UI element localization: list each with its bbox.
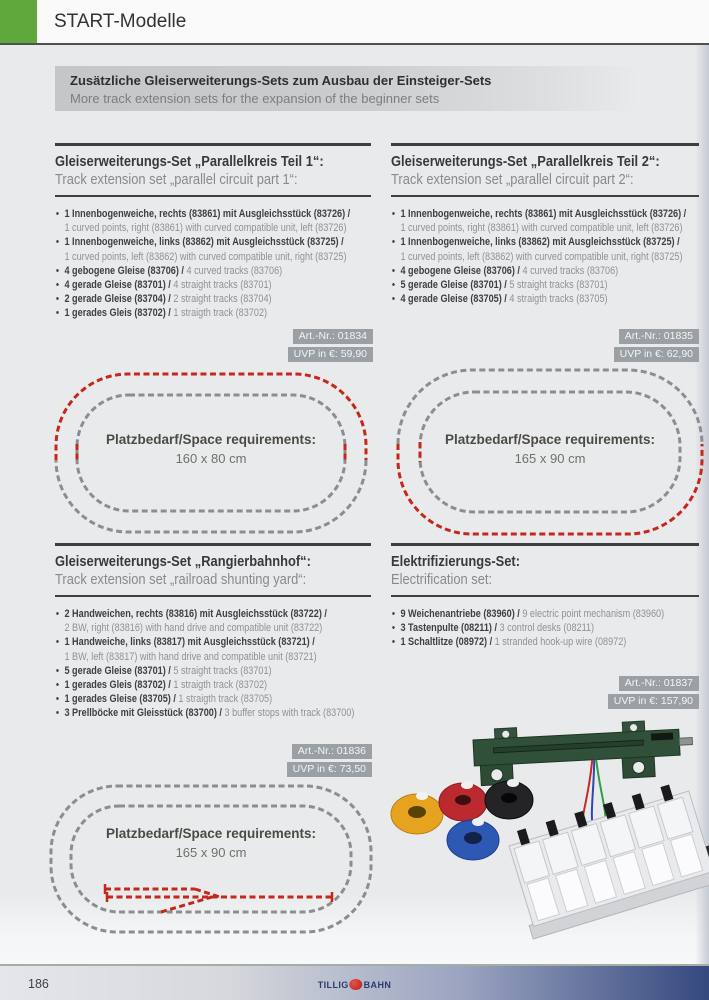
logo-text-bahn: BAHN <box>363 979 392 990</box>
bullet-icon: • <box>55 236 60 249</box>
list-item <box>55 278 327 292</box>
intro-banner-german: Zusätzliche Gleiserweiterungs-Sets zum Ausbau der Einsteiger-Sets <box>70 73 492 88</box>
list-item <box>391 235 683 263</box>
wire-coil-yellow <box>391 792 443 834</box>
item-text-german: 1 Innenbogenweiche, links (83862) mit Ausgleichsstück (83725) / <box>400 236 680 249</box>
uvp-badge: UVP in €: 62,90 <box>614 347 699 362</box>
art-nr-badge: Art.-Nr.: 01835 <box>619 329 699 344</box>
item-text-english: 1 stranded hook-up wire (08972) <box>494 636 627 649</box>
item-text-english: 1 curved points, left (83862) with curved compatible unit, right (83725) <box>400 250 683 263</box>
intro-banner <box>55 66 640 111</box>
item-text-english: 1 straigth track (83702) <box>173 679 268 692</box>
bullet-icon: • <box>391 636 396 649</box>
divider <box>55 543 371 546</box>
uvp-badge: UVP in €: 157,90 <box>608 694 699 709</box>
divider <box>55 143 371 146</box>
list-item <box>55 235 347 263</box>
section-title-german: Gleiserweiterungs-Set „Rangierbahnhof“: <box>55 553 311 570</box>
item-text-english: 1 straigth track (83702) <box>173 307 268 320</box>
bullet-icon: • <box>391 279 396 292</box>
item-text-english: 4 curved tracks (83706) <box>186 264 283 277</box>
parts-list <box>391 607 699 650</box>
item-text-german: 1 gerades Gleise (83705) / <box>64 693 176 706</box>
page-header <box>0 0 709 45</box>
art-nr-badge: Art.-Nr.: 01834 <box>293 329 373 344</box>
item-text-english: 4 straight tracks (83701) <box>173 279 272 292</box>
item-text-english: 2 straight tracks (83704) <box>173 293 272 306</box>
item-text-english: 5 straight tracks (83701) <box>509 279 608 292</box>
section-title-english: Track extension set „railroad shunting yard“: <box>55 571 307 588</box>
track-plan-parallelkreis-2 <box>392 364 708 540</box>
section-parallelkreis-1 <box>55 143 371 321</box>
price-badge-01834 <box>288 329 373 362</box>
section-title-german: Elektrifizierungs-Set: <box>391 553 521 570</box>
list-item <box>391 278 656 292</box>
bullet-icon: • <box>391 293 396 306</box>
item-text-german: 1 Handweiche, links (83817) mit Ausgleichsstück (83721) / <box>64 636 315 649</box>
bullet-icon: • <box>55 264 60 277</box>
price-badge-01835 <box>614 329 699 362</box>
list-item <box>391 292 656 306</box>
product-photos <box>385 700 709 940</box>
page-title: START-Modelle <box>54 11 187 32</box>
item-text-english: 1 curved points, left (83862) with curved compatible unit, right (83725) <box>64 250 347 263</box>
intro-banner-english: More track extension sets for the expansion of the beginner sets <box>70 91 440 106</box>
list-item <box>55 706 355 720</box>
item-text-english: 1 BW, left (83817) with hand drive and compatible unit (83721) <box>64 650 317 663</box>
item-text-english: 4 curved tracks (83706) <box>522 264 619 277</box>
brand-color-block <box>0 0 37 43</box>
item-text-german: 1 gerades Gleis (83702) / <box>64 679 171 692</box>
item-text-german: 5 gerade Gleise (83701) / <box>400 279 507 292</box>
section-parallelkreis-2 <box>391 143 699 306</box>
item-text-german: 3 Tastenpulte (08211) / <box>400 622 498 635</box>
item-text-german: 9 Weichenantriebe (83960) / <box>400 608 520 620</box>
parts-list <box>55 207 371 321</box>
bullet-icon: • <box>391 608 396 620</box>
item-text-german: 2 gerade Gleise (83704) / <box>64 293 171 306</box>
section-rangierbahnhof <box>55 543 371 721</box>
item-text-english: 3 control desks (08211) <box>499 622 595 635</box>
item-text-english: 1 straigth track (83705) <box>178 693 273 706</box>
list-item <box>55 607 327 635</box>
item-text-german: 1 Innenbogenweiche, rechts (83861) mit Ausgleichsstück (83726) / <box>400 208 687 220</box>
bullet-icon: • <box>55 279 60 292</box>
wire-coil-blue <box>447 818 499 860</box>
item-text-german: 4 gerade Gleise (83701) / <box>64 279 171 292</box>
item-text-english: 5 straight tracks (83701) <box>173 664 272 677</box>
logo-text-tillig: TILLIG <box>317 979 349 990</box>
bullet-icon: • <box>55 693 60 706</box>
divider <box>391 543 699 546</box>
item-text-english: 4 straigth tracks (83705) <box>509 293 608 306</box>
art-nr-badge: Art.-Nr.: 01837 <box>619 676 699 691</box>
list-item <box>55 207 351 235</box>
list-item <box>391 621 656 635</box>
bullet-icon: • <box>55 664 60 677</box>
space-requirements: Platzbedarf/Space requirements: 160 x 80 cm <box>105 432 317 466</box>
bullet-icon: • <box>55 707 60 720</box>
section-elektrifizierung <box>391 543 699 650</box>
wire-coil-red <box>439 781 487 821</box>
track-plan-parallelkreis-1 <box>50 368 372 538</box>
section-title-german: Gleiserweiterungs-Set „Parallelkreis Teil 2“: <box>391 153 660 170</box>
divider <box>55 595 371 597</box>
item-text-german: 4 gebogene Gleise (83706) / <box>64 264 184 277</box>
bullet-icon: • <box>391 208 396 220</box>
bullet-icon: • <box>391 622 396 635</box>
art-nr-badge: Art.-Nr.: 01836 <box>292 744 372 759</box>
item-text-german: 4 gerade Gleise (83705) / <box>400 293 507 306</box>
item-text-german: 4 gebogene Gleise (83706) / <box>400 264 520 277</box>
price-badge-01836 <box>287 744 372 777</box>
item-text-english: 9 electric point mechanism (83960) <box>522 608 665 620</box>
item-text-english: 2 BW, right (83816) with hand drive and compatible unit (83722) <box>64 622 323 635</box>
list-item <box>55 692 327 706</box>
list-item <box>55 306 327 320</box>
uvp-badge: UVP in €: 73,50 <box>287 762 372 777</box>
parts-list <box>55 607 371 721</box>
divider <box>391 143 699 146</box>
list-item <box>55 264 327 278</box>
product-photo-drawing <box>385 700 709 940</box>
bullet-icon: • <box>55 208 60 220</box>
item-text-german: 1 Innenbogenweiche, rechts (83861) mit Ausgleichsstück (83726) / <box>64 208 351 220</box>
bullet-icon: • <box>391 264 396 277</box>
section-title-english: Electrification set: <box>391 571 493 588</box>
item-text-english: 1 curved points, right (83861) with curved compatible unit, left (83726) <box>64 222 347 235</box>
list-item <box>391 264 656 278</box>
page-number: 186 <box>28 977 49 991</box>
list-item <box>55 292 327 306</box>
item-text-german: 1 Innenbogenweiche, links (83862) mit Ausgleichsstück (83725) / <box>64 236 344 249</box>
item-text-german: 1 gerades Gleis (83702) / <box>64 307 171 320</box>
bullet-icon: • <box>55 636 60 649</box>
divider <box>391 595 699 597</box>
item-text-german: 1 Schaltlitze (08972) / <box>400 636 493 649</box>
bullet-icon: • <box>55 608 60 620</box>
item-text-german: 5 gerade Gleise (83701) / <box>64 664 171 677</box>
bullet-icon: • <box>391 236 396 249</box>
item-text-english: 3 buffer stops with track (83700) <box>224 707 355 720</box>
section-title-english: Track extension set „parallel circuit part 1“: <box>55 171 298 188</box>
item-text-german: 2 Handweichen, rechts (83816) mit Ausgleichsstück (83722) / <box>64 608 327 620</box>
parts-list <box>391 207 699 306</box>
bullet-icon: • <box>55 307 60 320</box>
list-item <box>391 607 665 621</box>
item-text-german: 3 Prellböcke mit Gleisstück (83700) / <box>64 707 222 720</box>
list-item <box>391 207 687 235</box>
divider <box>55 195 371 197</box>
section-title-english: Track extension set „parallel circuit part 2“: <box>391 171 634 188</box>
space-requirements: Platzbedarf/Space requirements: 165 x 90 cm <box>444 432 656 466</box>
list-item <box>55 635 327 663</box>
logo-dot-icon <box>350 979 363 990</box>
existing-track-gray <box>56 460 366 532</box>
list-item <box>55 678 327 692</box>
track-plan-rangierbahnhof <box>45 780 377 938</box>
tillig-logo <box>318 979 392 990</box>
space-requirements: Platzbedarf/Space requirements: 165 x 90 cm <box>105 826 317 860</box>
divider <box>391 195 699 197</box>
bullet-icon: • <box>55 293 60 306</box>
bullet-icon: • <box>55 679 60 692</box>
list-item <box>391 635 656 649</box>
item-text-english: 1 curved points, right (83861) with curved compatible unit, left (83726) <box>400 222 683 235</box>
siding-red-switch-2 <box>161 897 212 912</box>
uvp-badge: UVP in €: 59,90 <box>288 347 373 362</box>
list-item <box>55 664 327 678</box>
section-title-german: Gleiserweiterungs-Set „Parallelkreis Teil 1“: <box>55 153 324 170</box>
